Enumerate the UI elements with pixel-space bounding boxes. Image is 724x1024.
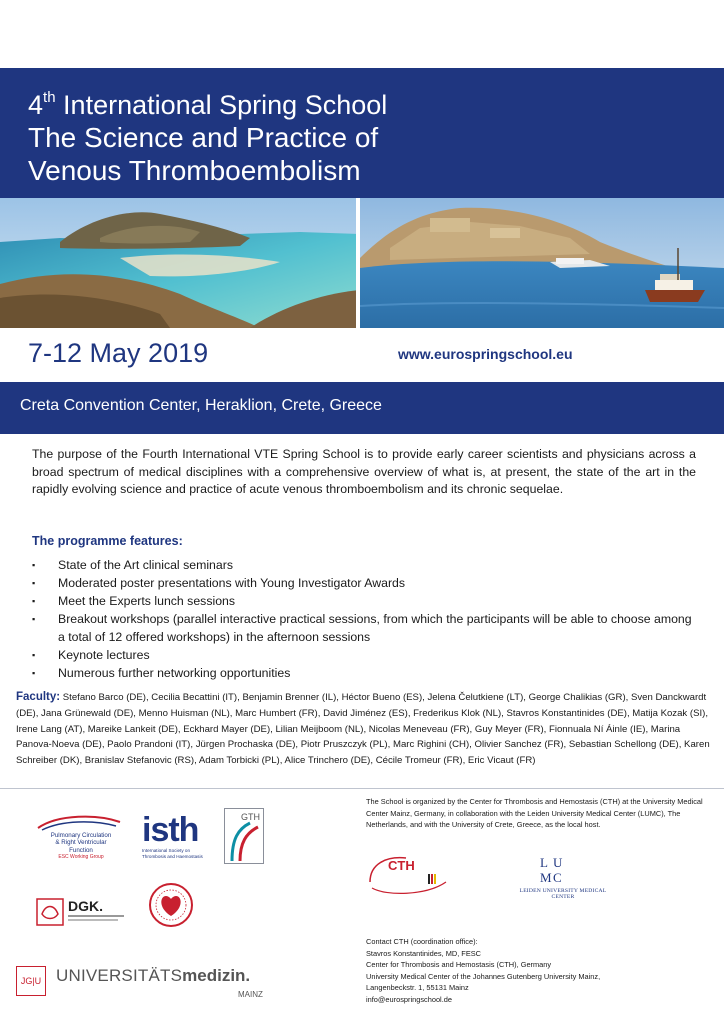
logo-text: medizin. <box>182 966 251 985</box>
logo-text: M <box>540 870 552 885</box>
dgk-logo <box>36 896 128 928</box>
organizer-text: The School is organized by the Center for Thrombosis and Hemostasis (CTH) at the University Medical Center Mainz, Germany, in collaboration with the Leiden University Medical Center (LUMC), The Netherlands, and with the University of Crete, Greece, as the local host. <box>366 797 703 830</box>
logo-text: Function <box>69 846 93 854</box>
pulmonary-circulation-logo <box>28 812 128 868</box>
logo-text: LEIDEN UNIVERSITY MEDICAL CENTER <box>519 888 607 900</box>
hellenic-cardiology-seal <box>148 882 194 928</box>
dgk-wordmark: DGK. <box>68 898 103 914</box>
list-item: ▪ Meet the Experts lunch sessions <box>32 592 696 610</box>
intro-paragraph: The purpose of the Fourth International VTE Spring School is to provide early career scientists and physicians across a broad spectrum of medical disciplines with a comprehensive overview of what is, at present, the state of the art in the rapidly evolving science and practice of acute venous thromboembolism and its chronic sequelae. <box>32 447 696 496</box>
faculty-label: Faculty: <box>16 691 61 703</box>
isth-wordmark: isth <box>142 811 199 849</box>
logo-text: MAINZ <box>238 990 263 999</box>
list-item: ▪ Moderated poster presentations with Young Investigator Awards <box>32 574 696 592</box>
gth-wordmark: GTH <box>241 812 260 822</box>
contact-name: Stavros Konstantinides, MD, FESC <box>366 948 482 958</box>
website-link[interactable]: www.eurospringschool.eu <box>398 346 573 362</box>
lumc-logo <box>508 854 618 898</box>
photo-strip <box>0 198 724 328</box>
list-item: ▪ Keynote lectures <box>32 646 696 664</box>
isth-logo <box>142 812 212 868</box>
programme-feature-list <box>32 556 696 682</box>
contact-institution: University Medical Center of the Johannes Gutenberg University Mainz, <box>366 971 601 981</box>
faculty-list <box>16 690 710 769</box>
gth-logo <box>224 808 264 864</box>
list-item: ▪ Numerous further networking opportunities <box>32 664 696 682</box>
section-divider <box>0 788 724 789</box>
logo-text: International Society on <box>142 848 191 853</box>
coastal-lagoon-photo <box>0 198 360 328</box>
list-item: ▪ Breakout workshops (parallel interactive practical sessions, from which the participants will be able to choose among a total of 12 offered workshops) in the afternoon sessions <box>32 610 696 646</box>
logo-text: U <box>553 855 563 870</box>
venue-banner <box>0 382 724 434</box>
logo-text: ESC Working Group <box>58 854 104 861</box>
jgu-wordmark: JG|U <box>20 976 42 986</box>
contact-block <box>366 936 706 1006</box>
logo-text: UNIVERSITÄTS <box>56 966 183 985</box>
logo-text: L <box>540 855 548 870</box>
title-banner <box>0 68 724 198</box>
fortress-island-harbor-photo <box>360 198 724 328</box>
cth-logo <box>366 852 456 898</box>
faculty-names: Stefano Barco (DE), Cecilia Becattini (IT), Benjamin Brenner (IL), Héctor Bueno (ES), Jelena Čelutkiene (LT), George Chalikias (GR), Sven Danckwardt (DE), Jana Grünewald (DE), Menno Huisman (NL), Marc Humbert (FR), David Jiménez (ES), Frederikus Klok (NL), Stavros Konstantinides (DE), Matija Kozak (SI), Irene Lang (AT), Mareike Lankeit (DE), Eckhard Mayer (DE), Lilian Meijboom (NL), Nicolas Meneveau (FR), Guy Meyer (FR), Fionnuala Ní Áinle (IE), Marina Panova-Noeva (DE), Paolo Prandoni (IT), Jürgen Prochaska (DE), Piotr Pruszczyk (PL), Marc Righini (CH), Olivier Sanchez (FR), Sebastian Schellong (DE), Karen Schreiber (DK), Branislav Stefanovic (RS), Adam Torbicki (PL), Alice Trinchero (DE), Cécile Tromeur (FR), Eric Vicaut (FR) <box>16 692 710 767</box>
event-title-line-2: Venous Thromboembolism <box>28 155 361 186</box>
programme-heading: The programme features: <box>32 534 183 548</box>
logo-text: Thrombosis and Haemostasis <box>142 854 203 859</box>
logo-text: & Right Ventricular <box>55 839 107 847</box>
cth-wordmark: CTH <box>388 858 415 873</box>
universitaetsmedizin-logo <box>56 966 286 1006</box>
logo-text: C <box>553 870 562 885</box>
logo-text: Pulmonary Circulation <box>50 832 112 839</box>
contact-heading: Contact CTH (coordination office): <box>366 937 478 946</box>
venue-text: Creta Convention Center, Heraklion, Crete, Greece <box>20 397 382 414</box>
event-title-line-1: The Science and Practice of <box>28 122 379 153</box>
event-date: 7-12 May 2019 <box>28 338 209 368</box>
contact-email[interactable]: info@eurospringschool.de <box>366 994 452 1004</box>
contact-org: Center for Thrombosis and Hemostasis (CTH), Germany <box>366 960 552 970</box>
event-edition-title: 4th International Spring School <box>28 89 388 120</box>
contact-address: Langenbeckstr. 1, 55131 Mainz <box>366 983 469 993</box>
jgu-logo <box>16 966 46 996</box>
list-item: ▪ State of the Art clinical seminars <box>32 556 696 574</box>
